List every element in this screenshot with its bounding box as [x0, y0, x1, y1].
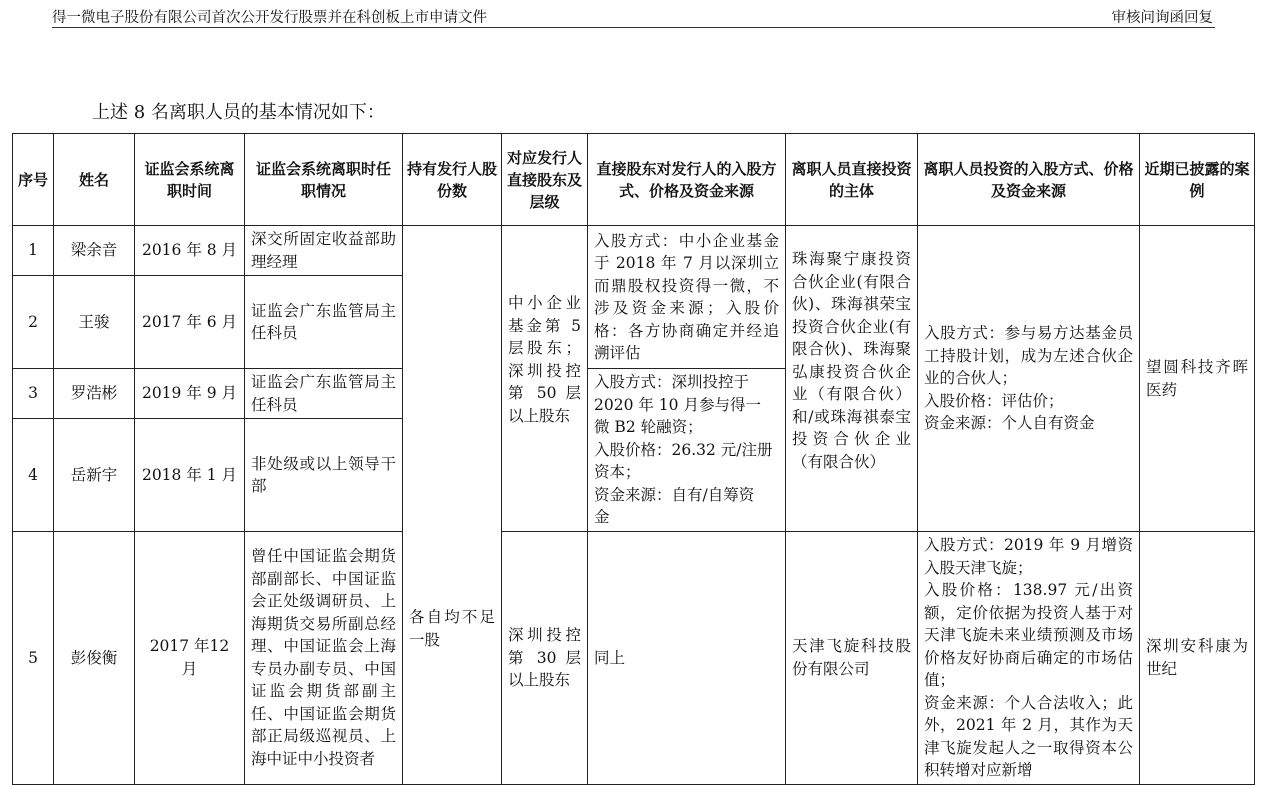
table-row: [13, 532, 1255, 785]
invested-entity: 天津飞旋科技股份有限公司: [786, 532, 918, 785]
entry-method-fund: 入股方式：中小企业基金于 2018 年 7 月以深圳立而鼎股权投资得一微，不涉及资金来源；入股价格：各方协商确定并经追溯评估: [588, 226, 786, 369]
header-cell: 持有发行人股份数: [403, 134, 502, 226]
header-cell: 直接股东对发行人的入股方式、价格及资金来源: [588, 134, 786, 226]
former-position: 证监会广东监管局主任科员: [245, 369, 403, 419]
row-number: 4: [13, 419, 54, 532]
investment-details: 入股方式：参与易方达基金员工持股计划，成为左述合伙企业的合伙人； 入股价格：评估价； 资金来源：个人自有资金: [918, 226, 1140, 532]
entry-method-investco: [588, 369, 786, 532]
invested-entity: 珠海聚宁康投资合伙企业(有限合伙)、珠海祺荣宝投资合伙企业(有限合伙)、珠海聚弘康投资合伙企业（有限合伙）和/或珠海祺泰宝投资合伙企业（有限合伙）: [786, 226, 918, 532]
header-cell: 证监会系统离职时任职情况: [245, 134, 403, 226]
row-number: 1: [13, 226, 54, 276]
resign-time: 2016 年 8 月: [135, 226, 245, 276]
direct-shareholder: 中小企业基金第 5 层股东；深圳投控第 50 层以上股东: [502, 226, 588, 532]
header-cell: 证监会系统离职时间: [135, 134, 245, 226]
disclosed-cases: 深圳安科康为世纪: [1140, 532, 1255, 785]
former-position: 曾任中国证监会期货部副部长、中国证监会正处级调研员、上海期货交易所副总经理、中国证监会上海专员办副专员、中国证监会期货部副主任、中国证监会期货部正局级巡视员、上海中证中小投资者: [245, 532, 403, 785]
table-row: [13, 226, 1255, 276]
entry-line: 资本；: [594, 463, 641, 482]
person-name: 梁余音: [54, 226, 135, 276]
person-name: 王骏: [54, 276, 135, 369]
page-header-section: 审核问询函回复: [1111, 10, 1213, 26]
header-cell: 序号: [13, 134, 54, 226]
resign-time: 2018 年 1 月: [135, 419, 245, 532]
header-cell: 离职人员直接投资的主体: [786, 134, 918, 226]
entry-line: 入股方式：深圳投控于: [594, 373, 750, 392]
entry-line: 微 B2 轮融资；: [594, 418, 703, 437]
header-cell: 姓名: [54, 134, 135, 226]
investment-details: 入股方式：2019 年 9 月增资入股天津飞旋； 入股价格：138.97 元/出资额，定价依据为投资人基于对天津飞旋未来业绩预测及市场价格友好协商后确定的市场估值； 资金来源：个人合法收入；此外，2021 年 2 月，其作为天津飞旋发起人之一取得资本公积转增对应新增: [918, 532, 1140, 785]
header-divider: [52, 27, 1215, 28]
resign-time: 2017 年12 月: [135, 532, 245, 785]
direct-shareholder: 深圳投控第 30 层以上股东: [502, 532, 588, 785]
row-number: 2: [13, 276, 54, 369]
entry-line: 入股价格：26.32 元/注册: [594, 440, 773, 459]
person-name: 彭俊衡: [54, 532, 135, 785]
page-header-title: 得一微电子股份有限公司首次公开发行股票并在科创板上市申请文件: [52, 10, 487, 26]
intro-paragraph: 上述 8 名离职人员的基本情况如下：: [92, 102, 385, 123]
entry-method: 同上: [588, 532, 786, 785]
person-name: 罗浩彬: [54, 369, 135, 419]
former-position: 深交所固定收益部助理经理: [245, 226, 403, 276]
table-header-row: [13, 134, 1255, 226]
disclosed-cases: 望圆科技齐晖医药: [1140, 226, 1255, 532]
entry-line: 2020 年 10 月参与得一: [594, 395, 761, 414]
resigned-staff-table: [12, 133, 1255, 785]
shares-held-text: 各自均不足一股: [409, 608, 495, 649]
entry-line: 资金来源：自有/自筹资: [594, 485, 755, 504]
resign-time: 2019 年 9 月: [135, 369, 245, 419]
resign-time: 2017 年 6 月: [135, 276, 245, 369]
header-cell: 对应发行人直接股东及层级: [502, 134, 588, 226]
header-cell: 离职人员投资的入股方式、价格及资金来源: [918, 134, 1140, 226]
shares-held: [403, 226, 502, 785]
person-name: 岳新宇: [54, 419, 135, 532]
header-cell: 近期已披露的案例: [1140, 134, 1255, 226]
row-number: 5: [13, 532, 54, 785]
former-position: 证监会广东监管局主任科员: [245, 276, 403, 369]
entry-line: 金: [594, 508, 610, 527]
row-number: 3: [13, 369, 54, 419]
former-position: 非处级或以上领导干部: [245, 419, 403, 532]
